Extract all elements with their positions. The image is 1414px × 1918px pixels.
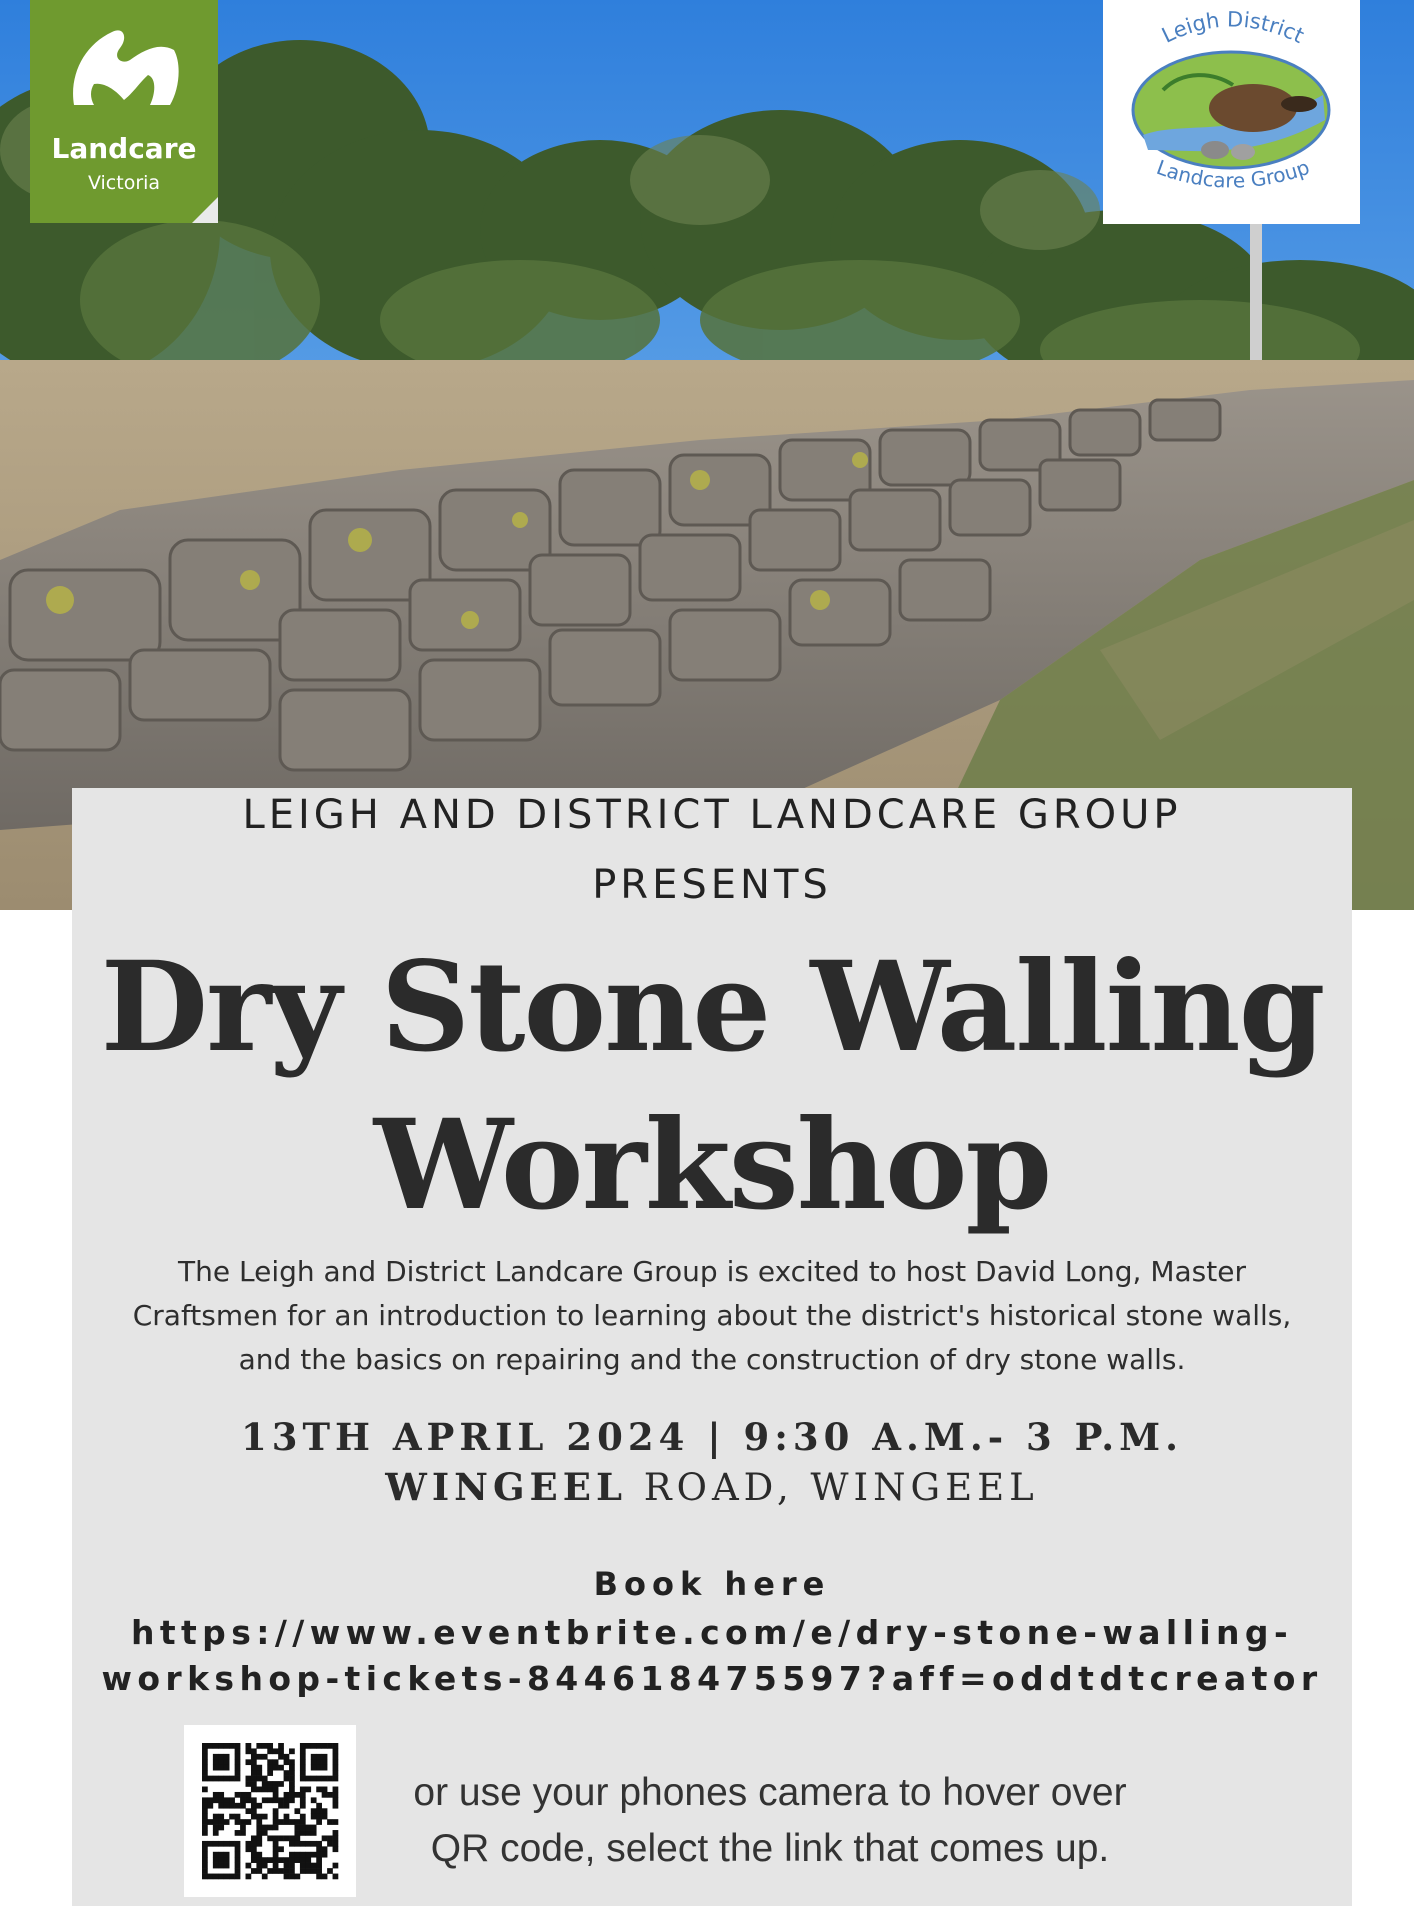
description-line-3: and the basics on repairing and the construction of dry stone walls.	[238, 1343, 1186, 1376]
description-line-1: The Leigh and District Landcare Group is excited to host David Long, Master	[178, 1255, 1246, 1288]
qr-hint-line-1: or use your phones camera to hover over	[413, 1771, 1127, 1814]
qr-hint-line-2: QR code, select the link that comes up.	[430, 1827, 1110, 1870]
description	[72, 1250, 1352, 1382]
qr-code-icon[interactable]	[184, 1725, 356, 1897]
title-line-1: Dry Stone Walling	[100, 935, 1324, 1080]
landcare-logo-line1: Landcare	[51, 132, 197, 165]
logo-corner-fold	[192, 197, 218, 223]
title-line-2: Workshop	[373, 1093, 1051, 1238]
qr-instructions	[360, 1765, 1180, 1877]
presenter-line-2: PRESENTS	[592, 862, 832, 908]
event-date-time: 13TH APRIL 2024 | 9:30 A.M.- 3 P.M.	[240, 1415, 1184, 1459]
event-location-rest: ROAD, WINGEEL	[626, 1466, 1039, 1509]
leigh-district-landcare-logo	[1103, 0, 1360, 224]
event-location-bold: WINGEEL	[385, 1465, 627, 1509]
landcare-victoria-logo	[30, 0, 218, 223]
booking-url[interactable]	[72, 1610, 1352, 1702]
leigh-logo-top-text: Leigh District	[1158, 7, 1308, 49]
presenter-line-1: LEIGH AND DISTRICT LANDCARE GROUP	[242, 792, 1182, 838]
landcare-hands-icon	[64, 20, 184, 115]
book-here-label: Book here	[593, 1565, 831, 1603]
leigh-logo-bottom-text: Landcare Group	[1153, 154, 1313, 193]
description-line-2: Craftsmen for an introduction to learning about the district's historical stone walls,	[132, 1299, 1292, 1332]
booking-url-line-1[interactable]: https://www.eventbrite.com/e/dry-stone-walling-	[130, 1613, 1294, 1652]
event-location	[72, 1465, 1352, 1509]
booking-url-line-2[interactable]: workshop-tickets-844618475597?aff=oddtdtcreator	[101, 1659, 1323, 1698]
landcare-logo-line2: Victoria	[87, 172, 161, 194]
